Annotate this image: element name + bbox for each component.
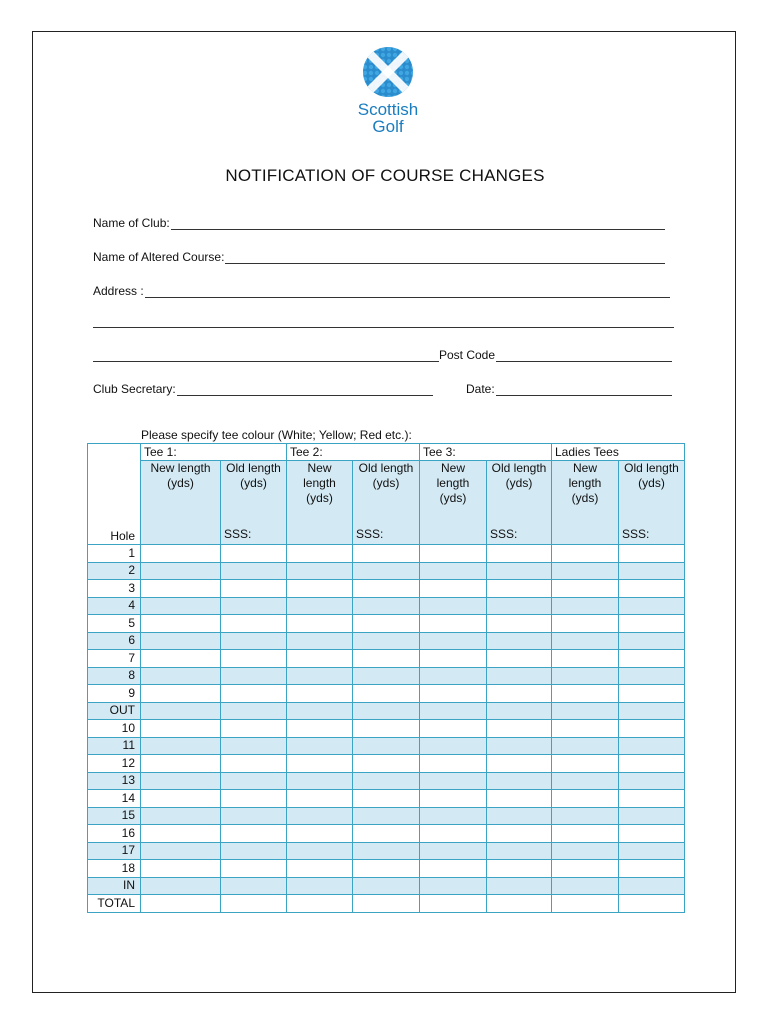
length-entry-cell[interactable]: [141, 667, 221, 685]
table-row: [88, 737, 685, 755]
length-entry-cell[interactable]: [221, 597, 287, 615]
length-entry-cell[interactable]: [487, 737, 552, 755]
length-entry-cell[interactable]: [619, 632, 685, 650]
length-entry-cell[interactable]: [287, 720, 353, 738]
hole-number: TOTAL: [88, 895, 141, 913]
length-entry-cell[interactable]: [353, 615, 420, 633]
altered-course-line[interactable]: [225, 252, 665, 264]
length-entry-cell[interactable]: [552, 702, 619, 720]
length-entry-cell[interactable]: [141, 545, 221, 563]
length-entry-cell[interactable]: [287, 685, 353, 703]
date-label: Date:: [466, 382, 495, 396]
length-entry-cell[interactable]: [619, 772, 685, 790]
sss-label: SSS:: [356, 527, 384, 541]
table-row: [88, 842, 685, 860]
length-entry-cell[interactable]: [221, 860, 287, 878]
table-row: [88, 895, 685, 913]
length-entry-cell[interactable]: [619, 685, 685, 703]
length-entry-cell[interactable]: [221, 580, 287, 598]
length-entry-cell[interactable]: [353, 545, 420, 563]
club-name-field[interactable]: [93, 216, 665, 230]
length-entry-cell[interactable]: [487, 807, 552, 825]
tee-3-header[interactable]: [420, 444, 552, 461]
length-entry-cell[interactable]: [619, 667, 685, 685]
length-entry-cell[interactable]: [221, 685, 287, 703]
length-entry-cell[interactable]: [141, 825, 221, 843]
length-entry-cell[interactable]: [221, 790, 287, 808]
length-entry-cell[interactable]: [353, 650, 420, 668]
address-field[interactable]: [93, 284, 670, 298]
length-entry-cell[interactable]: [420, 562, 487, 580]
length-entry-cell[interactable]: [287, 650, 353, 668]
old-length-label: Old length (yds): [358, 461, 414, 490]
table-row: [88, 755, 685, 773]
hole-header-label: Hole: [110, 529, 135, 543]
address-postcode-field[interactable]: [93, 348, 672, 362]
table-row: [88, 685, 685, 703]
length-entry-cell[interactable]: [420, 650, 487, 668]
length-entry-cell[interactable]: [221, 895, 287, 913]
course-lengths-table: [87, 443, 685, 913]
length-entry-cell[interactable]: [141, 685, 221, 703]
length-entry-cell[interactable]: [141, 615, 221, 633]
length-entry-cell[interactable]: [353, 895, 420, 913]
length-entry-cell[interactable]: [141, 580, 221, 598]
length-entry-cell[interactable]: [221, 772, 287, 790]
length-entry-cell[interactable]: [487, 650, 552, 668]
length-entry-cell[interactable]: [420, 842, 487, 860]
length-entry-cell[interactable]: [420, 702, 487, 720]
length-entry-cell[interactable]: [420, 597, 487, 615]
length-entry-cell[interactable]: [221, 562, 287, 580]
length-entry-cell[interactable]: [487, 685, 552, 703]
length-entry-cell[interactable]: [552, 895, 619, 913]
length-entry-cell[interactable]: [287, 702, 353, 720]
length-entry-cell[interactable]: [287, 825, 353, 843]
hole-number: IN: [88, 877, 141, 895]
length-entry-cell[interactable]: [221, 667, 287, 685]
length-entry-cell[interactable]: [221, 877, 287, 895]
hole-number: 1: [88, 545, 141, 563]
length-entry-cell[interactable]: [221, 825, 287, 843]
tee-2-header[interactable]: [287, 444, 420, 461]
tee2-old-length-header: [353, 461, 420, 528]
table-row: [88, 877, 685, 895]
hole-number: 4: [88, 597, 141, 615]
length-entry-cell[interactable]: [552, 580, 619, 598]
length-entry-cell[interactable]: [141, 720, 221, 738]
length-entry-cell[interactable]: [420, 667, 487, 685]
length-entry-cell[interactable]: [420, 685, 487, 703]
table-row: [88, 667, 685, 685]
length-entry-cell[interactable]: [141, 807, 221, 825]
length-entry-cell[interactable]: [619, 895, 685, 913]
logo-text-line1: Scottish: [357, 100, 419, 119]
tee1-new-sss-cell: [141, 527, 221, 545]
ladies-tees-label: Ladies Tees: [555, 444, 619, 459]
hole-number: 3: [88, 580, 141, 598]
length-entry-cell[interactable]: [420, 877, 487, 895]
length-entry-cell[interactable]: [221, 720, 287, 738]
length-entry-cell[interactable]: [487, 667, 552, 685]
table-row: [88, 580, 685, 598]
length-entry-cell[interactable]: [353, 667, 420, 685]
length-entry-cell[interactable]: [552, 772, 619, 790]
ladies-sss-cell[interactable]: [619, 527, 685, 545]
address-label: Address :: [93, 284, 144, 298]
length-entry-cell[interactable]: [141, 842, 221, 860]
length-entry-cell[interactable]: [552, 755, 619, 773]
new-length-label: New length (yds): [150, 461, 211, 490]
tee1-new-length-header: [141, 461, 221, 528]
length-entry-cell[interactable]: [287, 597, 353, 615]
tee-2-label: Tee 2:: [290, 444, 323, 459]
length-entry-cell[interactable]: [221, 632, 287, 650]
length-entry-cell[interactable]: [353, 562, 420, 580]
old-length-label: Old length (yds): [226, 461, 281, 490]
length-entry-cell[interactable]: [141, 895, 221, 913]
length-entry-cell[interactable]: [287, 790, 353, 808]
length-entry-cell[interactable]: [221, 737, 287, 755]
length-entry-cell[interactable]: [141, 877, 221, 895]
length-entry-cell[interactable]: [552, 667, 619, 685]
length-entry-cell[interactable]: [487, 877, 552, 895]
length-entry-cell[interactable]: [141, 702, 221, 720]
length-entry-cell[interactable]: [353, 685, 420, 703]
length-entry-cell[interactable]: [619, 580, 685, 598]
ladies-new-sss-cell: [552, 527, 619, 545]
tee2-new-length-header: [287, 461, 353, 528]
hole-number: OUT: [88, 702, 141, 720]
length-entry-cell[interactable]: [487, 562, 552, 580]
length-entry-cell[interactable]: [141, 772, 221, 790]
length-entry-cell[interactable]: [552, 615, 619, 633]
length-entry-cell[interactable]: [619, 790, 685, 808]
hole-number: 6: [88, 632, 141, 650]
length-entry-cell[interactable]: [353, 772, 420, 790]
page-title: NOTIFICATION OF COURSE CHANGES: [225, 166, 545, 185]
length-entry-cell[interactable]: [420, 825, 487, 843]
length-entry-cell[interactable]: [353, 597, 420, 615]
date-line[interactable]: [496, 384, 672, 396]
length-entry-cell[interactable]: [287, 737, 353, 755]
length-entry-cell[interactable]: [487, 720, 552, 738]
table-row: [88, 720, 685, 738]
scottish-golf-logo: [333, 46, 443, 135]
new-length-label: New length (yds): [568, 461, 602, 505]
length-entry-cell[interactable]: [353, 737, 420, 755]
logo-text-line2: Golf: [372, 117, 404, 136]
tee-1-label: Tee 1:: [144, 444, 177, 459]
length-entry-cell[interactable]: [619, 597, 685, 615]
length-entry-cell[interactable]: [552, 807, 619, 825]
length-entry-cell[interactable]: [619, 545, 685, 563]
club-name-label: Name of Club:: [93, 216, 170, 230]
length-entry-cell[interactable]: [552, 597, 619, 615]
address-line-3[interactable]: [93, 350, 439, 362]
length-entry-cell[interactable]: [420, 720, 487, 738]
length-entry-cell[interactable]: [552, 720, 619, 738]
length-entry-cell[interactable]: [287, 580, 353, 598]
length-entry-cell[interactable]: [141, 650, 221, 668]
length-entry-cell[interactable]: [487, 702, 552, 720]
length-entry-cell[interactable]: [420, 545, 487, 563]
length-entry-cell[interactable]: [420, 632, 487, 650]
length-entry-cell[interactable]: [353, 807, 420, 825]
length-entry-cell[interactable]: [221, 842, 287, 860]
table-row: [88, 545, 685, 563]
length-entry-cell[interactable]: [487, 895, 552, 913]
table-row: [88, 860, 685, 878]
length-entry-cell[interactable]: [287, 860, 353, 878]
length-entry-cell[interactable]: [221, 702, 287, 720]
length-entry-cell[interactable]: [141, 755, 221, 773]
length-entry-cell[interactable]: [287, 842, 353, 860]
length-entry-cell[interactable]: [552, 545, 619, 563]
old-length-label: Old length (yds): [624, 461, 679, 490]
date-field[interactable]: [466, 382, 672, 396]
length-entry-cell[interactable]: [487, 790, 552, 808]
length-entry-cell[interactable]: [552, 632, 619, 650]
length-entry-cell[interactable]: [141, 790, 221, 808]
length-entry-cell[interactable]: [552, 825, 619, 843]
hole-number: 11: [88, 737, 141, 755]
length-entry-cell[interactable]: [619, 807, 685, 825]
hole-number: 10: [88, 720, 141, 738]
length-entry-cell[interactable]: [287, 632, 353, 650]
length-entry-cell[interactable]: [552, 790, 619, 808]
ladies-tees-header: [552, 444, 685, 461]
length-entry-cell[interactable]: [552, 860, 619, 878]
length-entry-cell[interactable]: [221, 650, 287, 668]
length-entry-cell[interactable]: [353, 720, 420, 738]
ladies-new-length-header: [552, 461, 619, 528]
length-entry-cell[interactable]: [141, 860, 221, 878]
length-entry-cell[interactable]: [353, 580, 420, 598]
hole-number: 16: [88, 825, 141, 843]
length-entry-cell[interactable]: [619, 702, 685, 720]
length-entry-cell[interactable]: [287, 755, 353, 773]
tee3-new-sss-cell: [420, 527, 487, 545]
length-entry-cell[interactable]: [420, 807, 487, 825]
hole-number: 8: [88, 667, 141, 685]
length-entry-cell[interactable]: [141, 597, 221, 615]
length-entry-cell[interactable]: [619, 842, 685, 860]
length-entry-cell[interactable]: [487, 545, 552, 563]
table-row: [88, 807, 685, 825]
length-entry-cell[interactable]: [487, 825, 552, 843]
length-entry-cell[interactable]: [353, 825, 420, 843]
length-entry-cell[interactable]: [487, 580, 552, 598]
tee-colour-note: Please specify tee colour (White; Yellow; Red etc.):: [141, 428, 412, 442]
postcode-label: Post Code: [439, 348, 496, 362]
length-entry-cell[interactable]: [287, 772, 353, 790]
length-entry-cell[interactable]: [353, 632, 420, 650]
altered-course-field[interactable]: [93, 250, 665, 264]
address-field-2[interactable]: [93, 316, 674, 328]
tee2-sss-cell[interactable]: [353, 527, 420, 545]
length-entry-cell[interactable]: [619, 877, 685, 895]
tee1-sss-cell[interactable]: [221, 527, 287, 545]
length-entry-cell[interactable]: [353, 842, 420, 860]
tee-3-label: Tee 3:: [423, 444, 456, 459]
length-entry-cell[interactable]: [619, 650, 685, 668]
secretary-field[interactable]: [93, 382, 433, 396]
hole-header: [88, 444, 141, 545]
length-entry-cell[interactable]: [353, 877, 420, 895]
table-row: [88, 702, 685, 720]
length-entry-cell[interactable]: [487, 615, 552, 633]
length-entry-cell[interactable]: [141, 562, 221, 580]
new-length-label: New length (yds): [436, 461, 470, 505]
hole-number: 5: [88, 615, 141, 633]
length-entry-cell[interactable]: [420, 737, 487, 755]
hole-number: 12: [88, 755, 141, 773]
address-line-2[interactable]: [93, 316, 674, 328]
tee3-old-length-header: [487, 461, 552, 528]
secretary-line[interactable]: [177, 384, 433, 396]
table-row: [88, 597, 685, 615]
hole-number: 7: [88, 650, 141, 668]
table-row: [88, 790, 685, 808]
length-entry-cell[interactable]: [487, 772, 552, 790]
hole-number: 14: [88, 790, 141, 808]
sss-label: SSS:: [224, 527, 252, 541]
length-entry-cell[interactable]: [619, 755, 685, 773]
length-entry-cell[interactable]: [619, 737, 685, 755]
length-entry-cell[interactable]: [287, 895, 353, 913]
altered-course-label: Name of Altered Course:: [93, 250, 225, 264]
old-length-label: Old length (yds): [491, 461, 547, 490]
length-entry-cell[interactable]: [487, 632, 552, 650]
length-entry-cell[interactable]: [619, 825, 685, 843]
hole-number: 13: [88, 772, 141, 790]
length-entry-cell[interactable]: [552, 737, 619, 755]
length-entry-cell[interactable]: [487, 860, 552, 878]
secretary-label: Club Secretary:: [93, 382, 176, 396]
length-entry-cell[interactable]: [420, 790, 487, 808]
sss-label: SSS:: [622, 527, 650, 541]
length-entry-cell[interactable]: [353, 790, 420, 808]
tee1-old-length-header: [221, 461, 287, 528]
length-entry-cell[interactable]: [221, 807, 287, 825]
length-entry-cell[interactable]: [141, 632, 221, 650]
length-entry-cell[interactable]: [619, 860, 685, 878]
length-entry-cell[interactable]: [141, 737, 221, 755]
length-entry-cell[interactable]: [287, 615, 353, 633]
length-entry-cell[interactable]: [619, 720, 685, 738]
table-row: [88, 562, 685, 580]
postcode-line[interactable]: [496, 350, 672, 362]
sss-label: SSS:: [490, 527, 518, 541]
length-entry-cell[interactable]: [420, 895, 487, 913]
hole-number: 18: [88, 860, 141, 878]
tee3-new-length-header: [420, 461, 487, 528]
length-entry-cell[interactable]: [353, 755, 420, 773]
address-line-1[interactable]: [145, 286, 670, 298]
length-entry-cell[interactable]: [420, 755, 487, 773]
length-entry-cell[interactable]: [552, 842, 619, 860]
table-row: [88, 772, 685, 790]
hole-number: 9: [88, 685, 141, 703]
golf-ball-saltire-icon: [362, 46, 414, 98]
length-entry-cell[interactable]: [552, 877, 619, 895]
table-row: [88, 615, 685, 633]
length-entry-cell[interactable]: [552, 685, 619, 703]
length-entry-cell[interactable]: [420, 615, 487, 633]
length-entry-cell[interactable]: [420, 772, 487, 790]
length-entry-cell[interactable]: [420, 860, 487, 878]
length-entry-cell[interactable]: [287, 807, 353, 825]
length-entry-cell[interactable]: [619, 562, 685, 580]
length-entry-cell[interactable]: [353, 702, 420, 720]
length-entry-cell[interactable]: [353, 860, 420, 878]
length-entry-cell[interactable]: [552, 562, 619, 580]
ladies-old-length-header: [619, 461, 685, 528]
length-entry-cell[interactable]: [487, 842, 552, 860]
tee-1-header[interactable]: [141, 444, 287, 461]
hole-number: 2: [88, 562, 141, 580]
length-entry-cell[interactable]: [487, 597, 552, 615]
length-entry-cell[interactable]: [287, 545, 353, 563]
hole-number: 15: [88, 807, 141, 825]
length-entry-cell[interactable]: [487, 755, 552, 773]
tee2-new-sss-cell: [287, 527, 353, 545]
length-entry-cell[interactable]: [221, 545, 287, 563]
hole-number: 17: [88, 842, 141, 860]
table-row: [88, 632, 685, 650]
table-row: [88, 650, 685, 668]
length-entry-cell[interactable]: [221, 755, 287, 773]
length-entry-cell[interactable]: [287, 562, 353, 580]
length-entry-cell[interactable]: [221, 615, 287, 633]
length-entry-cell[interactable]: [420, 580, 487, 598]
new-length-label: New length (yds): [303, 461, 336, 505]
length-entry-cell[interactable]: [287, 877, 353, 895]
length-entry-cell[interactable]: [552, 650, 619, 668]
tee3-sss-cell[interactable]: [487, 527, 552, 545]
club-name-line[interactable]: [171, 218, 665, 230]
length-entry-cell[interactable]: [619, 615, 685, 633]
length-entry-cell[interactable]: [287, 667, 353, 685]
table-row: [88, 825, 685, 843]
